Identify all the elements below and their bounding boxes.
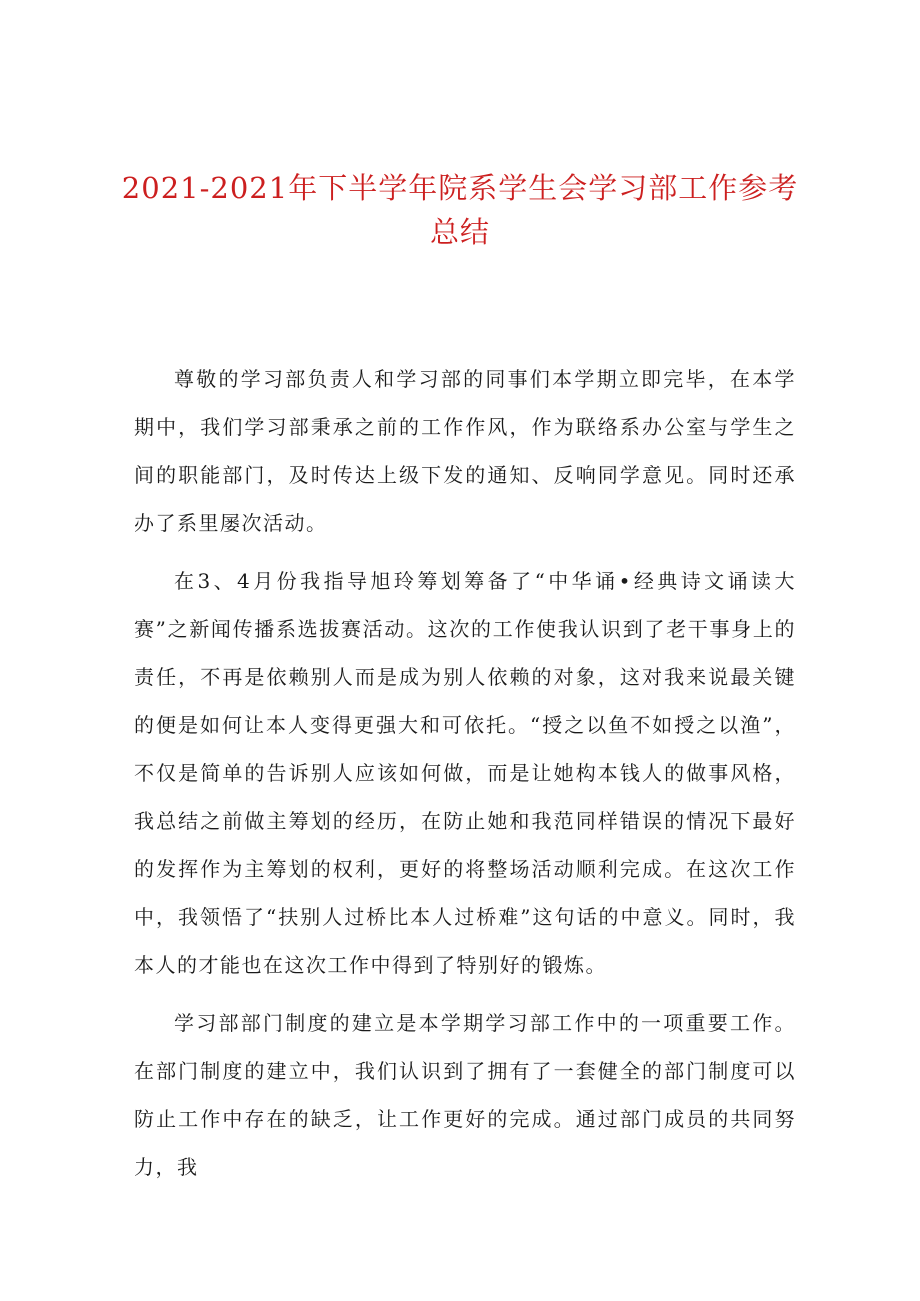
paragraph-1: 尊敬的学习部负责人和学习部的同事们本学期立即完毕，在本学期中，我们学习部秉承之前的工作作风，作为联络系办公室与学生之间的职能部门，及时传达上级下发的通知、反响同学意见。同时还承办了系里屡次活动。: [134, 367, 796, 535]
title-line-2: 总结: [429, 215, 490, 249]
title-line-1: 2021-2021年下半学年院系学生会学习部工作参考: [121, 171, 799, 205]
paragraph-2: 在3、4月份我指导旭玲筹划筹备了“中华诵•经典诗文诵读大赛”之新闻传播系选拔赛活动。这次的工作使我认识到了老干事身上的责任，不再是依赖别人而是成为别人依赖的对象，这对我来说最关键的便是如何让本人变得更强大和可依托。“授之以鱼不如授之以渔”，不仅是简单的告诉别人应该如何做，而是让她构本钱人的做事风格，我总结之前做主筹划的经历，在防止她和我范同样错误的情况下最好的发挥作为主筹划的权利，更好的将整场活动顺利完成。在这次工作中，我领悟了“扶别人过桥比本人过桥难”这句话的中意义。同时，我本人的才能也在这次工作中得到了特别好的锻炼。: [134, 569, 796, 977]
document-body: [134, 355, 796, 1201]
paragraph-3: 学习部部门制度的建立是本学期学习部工作中的一项重要工作。在部门制度的建立中，我们认识到了拥有了一套健全的部门制度可以防止工作中存在的缺乏，让工作更好的完成。通过部门成员的共同努力，我: [134, 1011, 796, 1179]
document-title: [110, 166, 810, 254]
